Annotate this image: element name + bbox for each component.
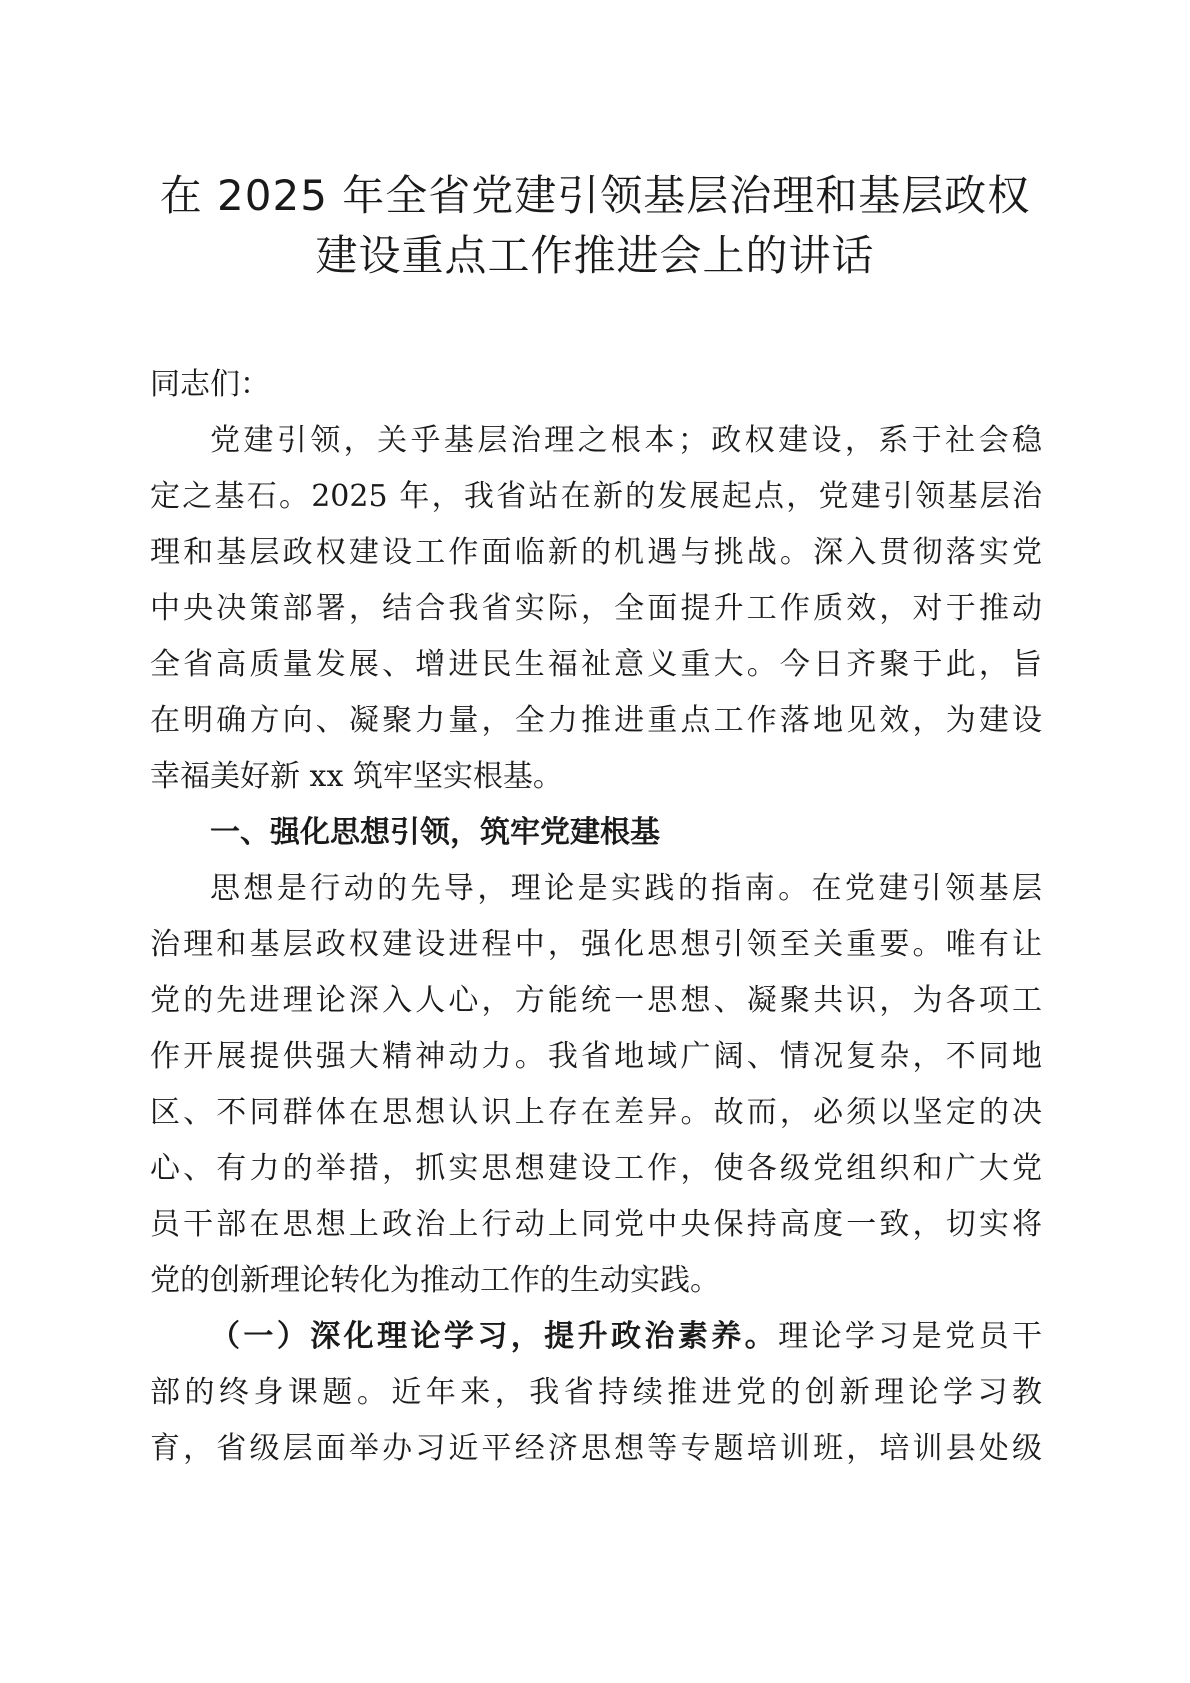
text-line: 员干部在思想上政治上行动上同党中央保持高度一致，切实将 xyxy=(150,1207,1042,1242)
salutation: 同志们： xyxy=(150,367,270,402)
paragraph-intro xyxy=(150,413,1042,805)
text-line xyxy=(150,1309,1042,1365)
text-line: 思想是行动的先导，理论是实践的指南。在党建引领基层 xyxy=(210,871,1042,906)
text-line: 幸福美好新 xx 筑牢坚实根基。 xyxy=(150,759,563,794)
text-fragment: 理论学习是党员干 xyxy=(778,1319,1043,1354)
text-line: 在明确方向、凝聚力量，全力推进重点工作落地见效，为建设 xyxy=(150,703,1042,738)
title-line: 在 2025 年全省党建引领基层治理和基层政权 xyxy=(159,171,1031,220)
text-line: 党的先进理论深入人心，方能统一思想、凝聚共识，为各项工 xyxy=(150,983,1042,1018)
text-line: 部的终身课题。近年来，我省持续推进党的创新理论学习教 xyxy=(150,1375,1042,1410)
text-line: 理和基层政权建设工作面临新的机遇与挑战。深入贯彻落实党 xyxy=(150,535,1042,570)
text-line: 心、有力的举措，抓实思想建设工作，使各级党组织和广大党 xyxy=(150,1151,1042,1186)
document-title xyxy=(150,166,1040,286)
paragraph-subsection-one xyxy=(150,1309,1042,1477)
document-body xyxy=(150,357,1042,1477)
section-heading: 一、强化思想引领，筑牢党建根基 xyxy=(210,815,660,850)
title-line: 建设重点工作推进会上的讲话 xyxy=(315,231,875,280)
subsection-heading: （一）深化理论学习，提升政治素养。 xyxy=(210,1319,779,1354)
text-line: 治理和基层政权建设进程中，强化思想引领至关重要。唯有让 xyxy=(150,927,1042,962)
text-line: 区、不同群体在思想认识上存在差异。故而，必须以坚定的决 xyxy=(150,1095,1042,1130)
text-line: 定之基石。2025 年，我省站在新的发展起点，党建引领基层治 xyxy=(150,479,1042,514)
text-line: 育，省级层面举办习近平经济思想等专题培训班，培训县处级 xyxy=(150,1431,1042,1466)
text-line: 作开展提供强大精神动力。我省地域广阔、情况复杂，不同地 xyxy=(150,1039,1042,1074)
text-line: 党建引领，关乎基层治理之根本；政权建设，系于社会稳 xyxy=(210,423,1042,458)
paragraph-section-one xyxy=(150,861,1042,1309)
text-line: 党的创新理论转化为推动工作的生动实践。 xyxy=(150,1263,720,1298)
text-line: 全省高质量发展、增进民生福祉意义重大。今日齐聚于此，旨 xyxy=(150,647,1042,682)
text-line: 中央决策部署，结合我省实际，全面提升工作质效，对于推动 xyxy=(150,591,1042,626)
